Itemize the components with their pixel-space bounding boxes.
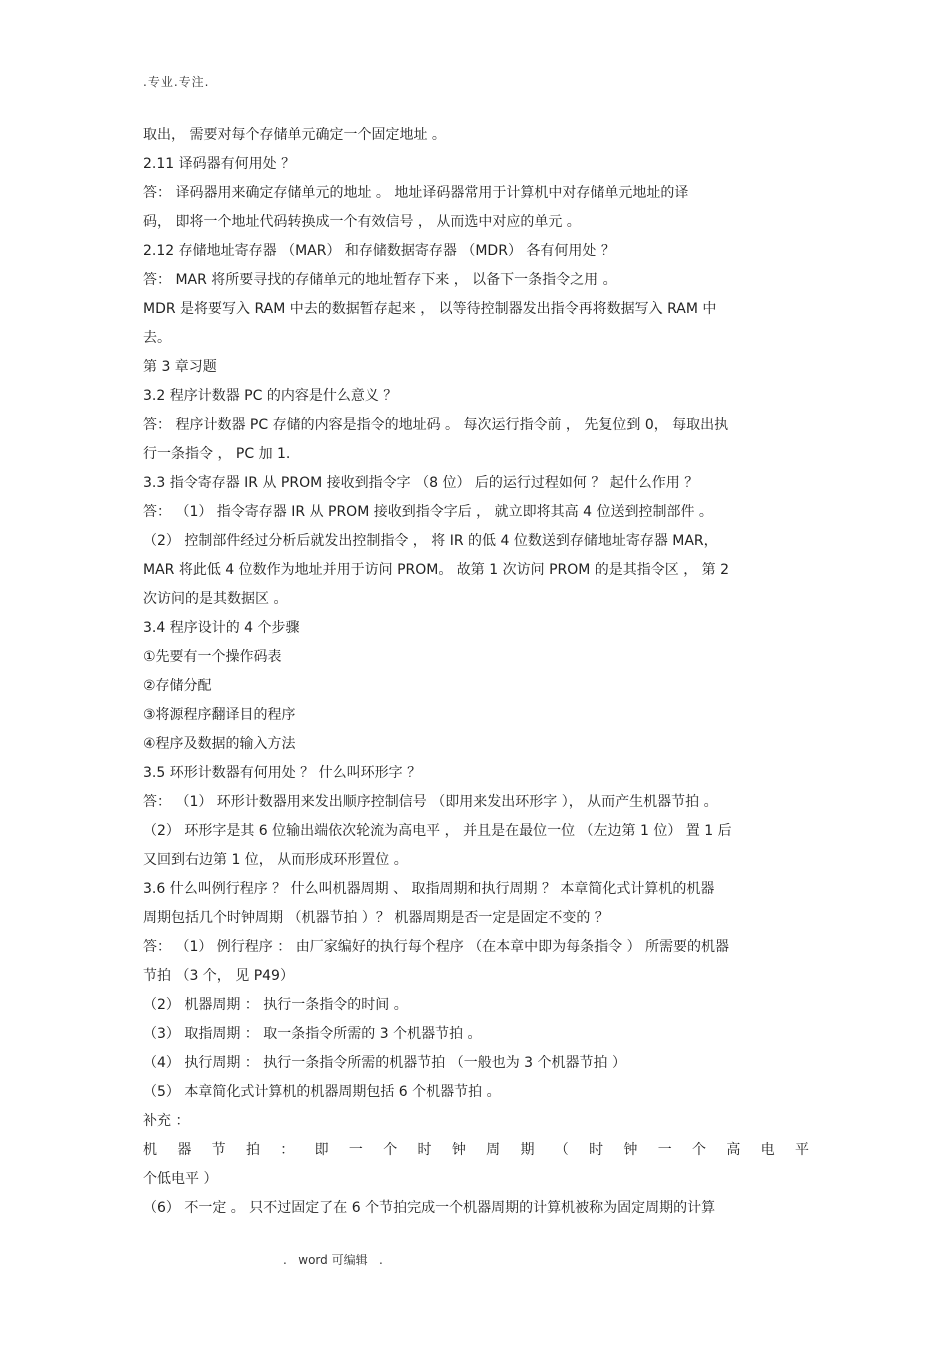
- text-line: 次访问的是其数据区 。: [143, 591, 288, 607]
- text-line: 答： （1） 指令寄存器 IR 从 PROM 接收到指令字后 ， 就立即将其高 4 位送到控制部件 。: [143, 504, 713, 520]
- section-heading-3-2: 3.2 程序计数器 PC 的内容是什么意义 ？: [143, 388, 398, 404]
- list-item: ③将源程序翻译目的程序: [143, 707, 296, 723]
- text-line: MAR 将此低 4 位数作为地址并用于访问 PROM。 故第 1 次访问 PROM 的是其指令区 ， 第 2: [143, 562, 730, 578]
- section-heading-3-4: 3.4 程序设计的 4 个步骤: [143, 620, 300, 636]
- text-line: （2） 机器周期 ： 执行一条指令的时间 。: [143, 997, 408, 1013]
- text-line: 个低电平 ）: [143, 1171, 218, 1187]
- page-footer: . word 可编辑 .: [283, 1253, 383, 1267]
- text-line: 补充 ：: [143, 1113, 190, 1129]
- page-content: [143, 121, 809, 1223]
- section-heading-2-12: 2.12 存储地址寄存器 （MAR） 和存储数据寄存器 （MDR） 各有何用处 ？: [143, 243, 615, 259]
- text-line: （5） 本章简化式计算机的机器周期包括 6 个机器节拍 。: [143, 1084, 501, 1100]
- list-item: ①先要有一个操作码表: [143, 649, 282, 665]
- text-line: 码， 即将一个地址代码转换成一个有效信号 ， 从而选中对应的单元 。: [143, 214, 581, 230]
- text-line: 答： （1） 环形计数器用来发出顺序控制信号 （即用来发出环形字 ）， 从而产生机器节拍 。: [143, 794, 718, 810]
- text-line: 去。: [143, 330, 171, 346]
- text-line-justified: 机 器 节 拍 ： 即 一 个 时 钟 周 期 （ 时 钟 一 个 高 电 平: [143, 1142, 809, 1158]
- text-line: （4） 执行周期 ： 执行一条指令所需的机器节拍 （一般也为 3 个机器节拍 ）: [143, 1055, 626, 1071]
- text-line: 答： MAR 将所要寻找的存储单元的地址暂存下来 ， 以备下一条指令之用 。: [143, 272, 617, 288]
- text-line: 节拍 （3 个， 见 P49）: [143, 968, 294, 984]
- section-heading-3-6: 3.6 什么叫例行程序 ？ 什么叫机器周期 、 取指周期和执行周期 ？ 本章简化式计算机的机器: [143, 881, 715, 897]
- page-header: .专业.专注.: [143, 75, 210, 89]
- text-line: 答： （1） 例行程序 ： 由厂家编好的执行每个程序 （在本章中即为每条指令 ） 所需要的机器: [143, 939, 730, 955]
- list-item: ④程序及数据的输入方法: [143, 736, 296, 752]
- section-heading-3-5: 3.5 环形计数器有何用处 ？ 什么叫环形字 ？: [143, 765, 422, 781]
- text-line: 答： 译码器用来确定存储单元的地址 。 地址译码器常用于计算机中对存储单元地址的译: [143, 185, 689, 201]
- list-item: ②存储分配: [143, 678, 212, 694]
- text-line: （6） 不一定 。 只不过固定了在 6 个节拍完成一个机器周期的计算机被称为固定周期的计算: [143, 1200, 716, 1216]
- text-line: 答： 程序计数器 PC 存储的内容是指令的地址码 。 每次运行指令前 ， 先复位到 0， 每取出执: [143, 417, 729, 433]
- text-line: （2） 环形字是其 6 位输出端依次轮流为高电平 ， 并且是在最位一位 （左边第 1 位） 置 1 后: [143, 823, 732, 839]
- text-line: 又回到右边第 1 位， 从而形成环形置位 。: [143, 852, 408, 868]
- text-line: MDR 是将要写入 RAM 中去的数据暂存起来 ， 以等待控制器发出指令再将数据写入 RAM 中: [143, 301, 717, 317]
- text-line: （2） 控制部件经过分析后就发出控制指令 ， 将 IR 的低 4 位数送到存储地址寄存器 MAR，: [143, 533, 718, 549]
- section-heading-3-3: 3.3 指令寄存器 IR 从 PROM 接收到指令字 （8 位） 后的运行过程如何 ？ 起什么作用 ？: [143, 475, 699, 491]
- section-heading-2-11: 2.11 译码器有何用处 ？: [143, 156, 296, 172]
- text-line: 取出， 需要对每个存储单元确定一个固定地址 。: [143, 127, 446, 143]
- text-line: （3） 取指周期 ： 取一条指令所需的 3 个机器节拍 。: [143, 1026, 482, 1042]
- text-line: 行一条指令 ， PC 加 1.: [143, 446, 291, 462]
- chapter-heading: 第 3 章习题: [143, 359, 217, 375]
- text-line: 周期包括几个时钟周期 （机器节拍 ）？ 机器周期是否一定是固定不变的 ？: [143, 910, 609, 926]
